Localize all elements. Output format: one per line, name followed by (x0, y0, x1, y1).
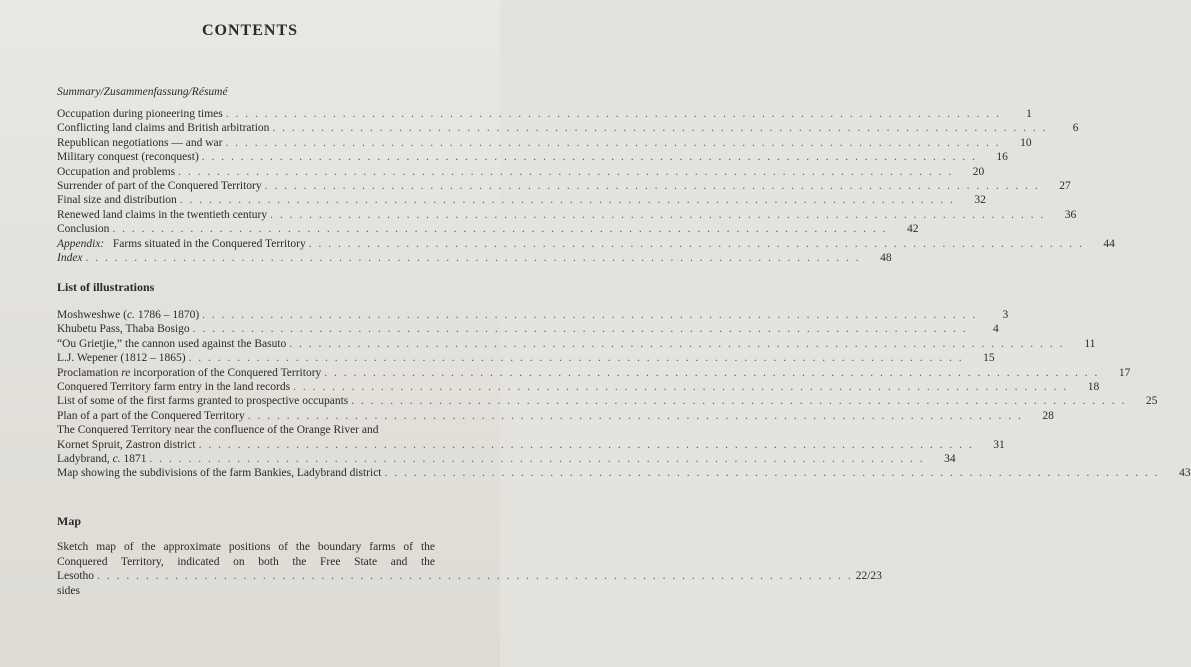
toc-entry[interactable]: Republican negotiations — and war . . . 10 (57, 137, 435, 151)
leader-dots (289, 338, 1064, 350)
page-number: 43 (1179, 467, 1191, 480)
leader-dots (272, 122, 1047, 134)
toc-entry[interactable]: Surrender of part of the Conquered Territory . . . 27 (57, 180, 435, 194)
leader-dots (309, 238, 1084, 250)
leader-dots (265, 180, 1040, 192)
map-entry[interactable]: Sketch map of the approximate positions of the boundary farms of the Conquered Territory, indicated on both the Free State and the Lesotho sides . . . . . . . . . . . . . . . . . . . . . . . . . . . . . . . . . . . . . . . . . . . . . . . . . . . . . . . . . . . . . . . . . . . . . . . . . . . . . . 22/23 (57, 541, 882, 597)
page-number: 3 (1002, 309, 1009, 321)
toc-entry[interactable]: Occupation during pioneering times . . . 1 (57, 108, 435, 122)
page-number: 44 (1103, 237, 1115, 250)
page-number: 4 (993, 323, 999, 336)
leader-dots (202, 151, 977, 163)
leader-dots (324, 367, 1099, 379)
illustration-entry[interactable]: Ladybrand, c. 1871 . . . 34 (57, 453, 435, 467)
map-heading: Map (57, 514, 81, 528)
toc-entry[interactable]: Military conquest (reconquest) . . . 16 (57, 151, 435, 165)
leader-dots (202, 309, 977, 321)
page-number: 42 (907, 223, 919, 236)
page-number: 48 (880, 251, 892, 264)
page-number: 22/23 (855, 570, 882, 583)
page-number: 25 (1145, 395, 1158, 408)
leader-dots (225, 137, 1000, 149)
page-number: 15 (983, 352, 995, 365)
illustration-entry[interactable]: List of some of the first farms granted to prospective occupants . . . 25 (57, 395, 435, 409)
toc-entry[interactable]: Final size and distribution . . . 32 (57, 194, 435, 208)
illustration-entry[interactable]: Moshweshwe (c. 1786 – 1870) . . . 3 (57, 309, 435, 323)
leader-dots (149, 453, 924, 465)
page-number: 32 (974, 194, 986, 207)
illustration-entry-line1[interactable]: The Conquered Territory near the confluence of the Orange River and (57, 424, 379, 437)
page-number: 1 (1026, 108, 1032, 120)
leader-dots (270, 209, 1045, 221)
toc-entry[interactable]: Conclusion . . . 42 (57, 223, 435, 237)
contents-list (57, 108, 1115, 266)
page-number: 11 (1084, 337, 1096, 350)
page-number: 36 (1064, 208, 1077, 221)
page-number: 6 (1072, 122, 1079, 135)
toc-entry[interactable]: Appendix: Farms situated in the Conquered Territory . . . 44 (57, 238, 435, 252)
illustration-entry[interactable]: Khubetu Pass, Thaba Bosigo . . . 4 (57, 323, 435, 337)
page-number: 31 (993, 438, 1005, 451)
page-number: 10 (1020, 136, 1032, 149)
illustration-entry[interactable]: “Ou Grietjie,” the cannon used against the Basuto . . . 11 (57, 338, 435, 352)
illustrations-heading: List of illustrations (57, 280, 155, 294)
illustration-entry[interactable]: Conquered Territory farm entry in the land records . . . 18 (57, 381, 435, 395)
leader-dots (351, 395, 1126, 407)
page-title: CONTENTS (201, 22, 299, 39)
toc-entry[interactable]: Renewed land claims in the twentieth century . . . 36 (57, 209, 435, 223)
illustration-entry[interactable]: Proclamation re incorporation of the Conquered Territory . . . 17 (57, 367, 435, 381)
leader-dots (189, 352, 964, 364)
toc-entry[interactable]: Occupation and problems . . . 20 (57, 166, 435, 180)
leader-dots: . . . . . . . . . . . . . . . . . . . . . . . . . . . . . . . . . . . . . . . . . . . . . . . . . . . . . . . . . . . . . . . . . . . . . . . . . . . . . . (97, 570, 853, 583)
leader-dots (385, 467, 1160, 479)
leader-dots (86, 252, 861, 264)
leader-dots (180, 194, 955, 206)
page-number: 17 (1118, 366, 1131, 379)
summary-line: Summary/Zusammenfassung/Résumé (57, 86, 228, 98)
page-number: 27 (1059, 179, 1071, 192)
illustration-entry[interactable]: Plan of a part of the Conquered Territory . . . 28 (57, 410, 435, 424)
illustration-entry[interactable]: Map showing the subdivisions of the farm Bankies, Ladybrand district . . . 43 (57, 467, 435, 481)
leader-dots (193, 323, 968, 335)
page-number: 18 (1087, 380, 1100, 393)
leader-dots (199, 439, 974, 451)
page-number: 16 (996, 151, 1008, 164)
toc-entry[interactable]: Index . . . 48 (57, 252, 435, 266)
leader-dots (178, 166, 953, 178)
illustration-entry[interactable]: L.J. Wepener (1812 – 1865) . . . 15 (57, 352, 435, 366)
illustration-entry[interactable]: Kornet Spruit, Zastron district . . . 31 (57, 439, 435, 453)
toc-entry[interactable]: Conflicting land claims and British arbitration . . . 6 (57, 122, 435, 136)
leader-dots (112, 223, 887, 235)
leader-dots (293, 381, 1068, 393)
page-number: 20 (972, 165, 985, 178)
page-number: 34 (944, 452, 956, 465)
leader-dots (226, 108, 1001, 120)
page-number: 28 (1042, 409, 1054, 422)
illustrations-list (57, 309, 1191, 482)
appendix-prefix: Appendix: (57, 237, 105, 250)
leader-dots (248, 410, 1023, 422)
